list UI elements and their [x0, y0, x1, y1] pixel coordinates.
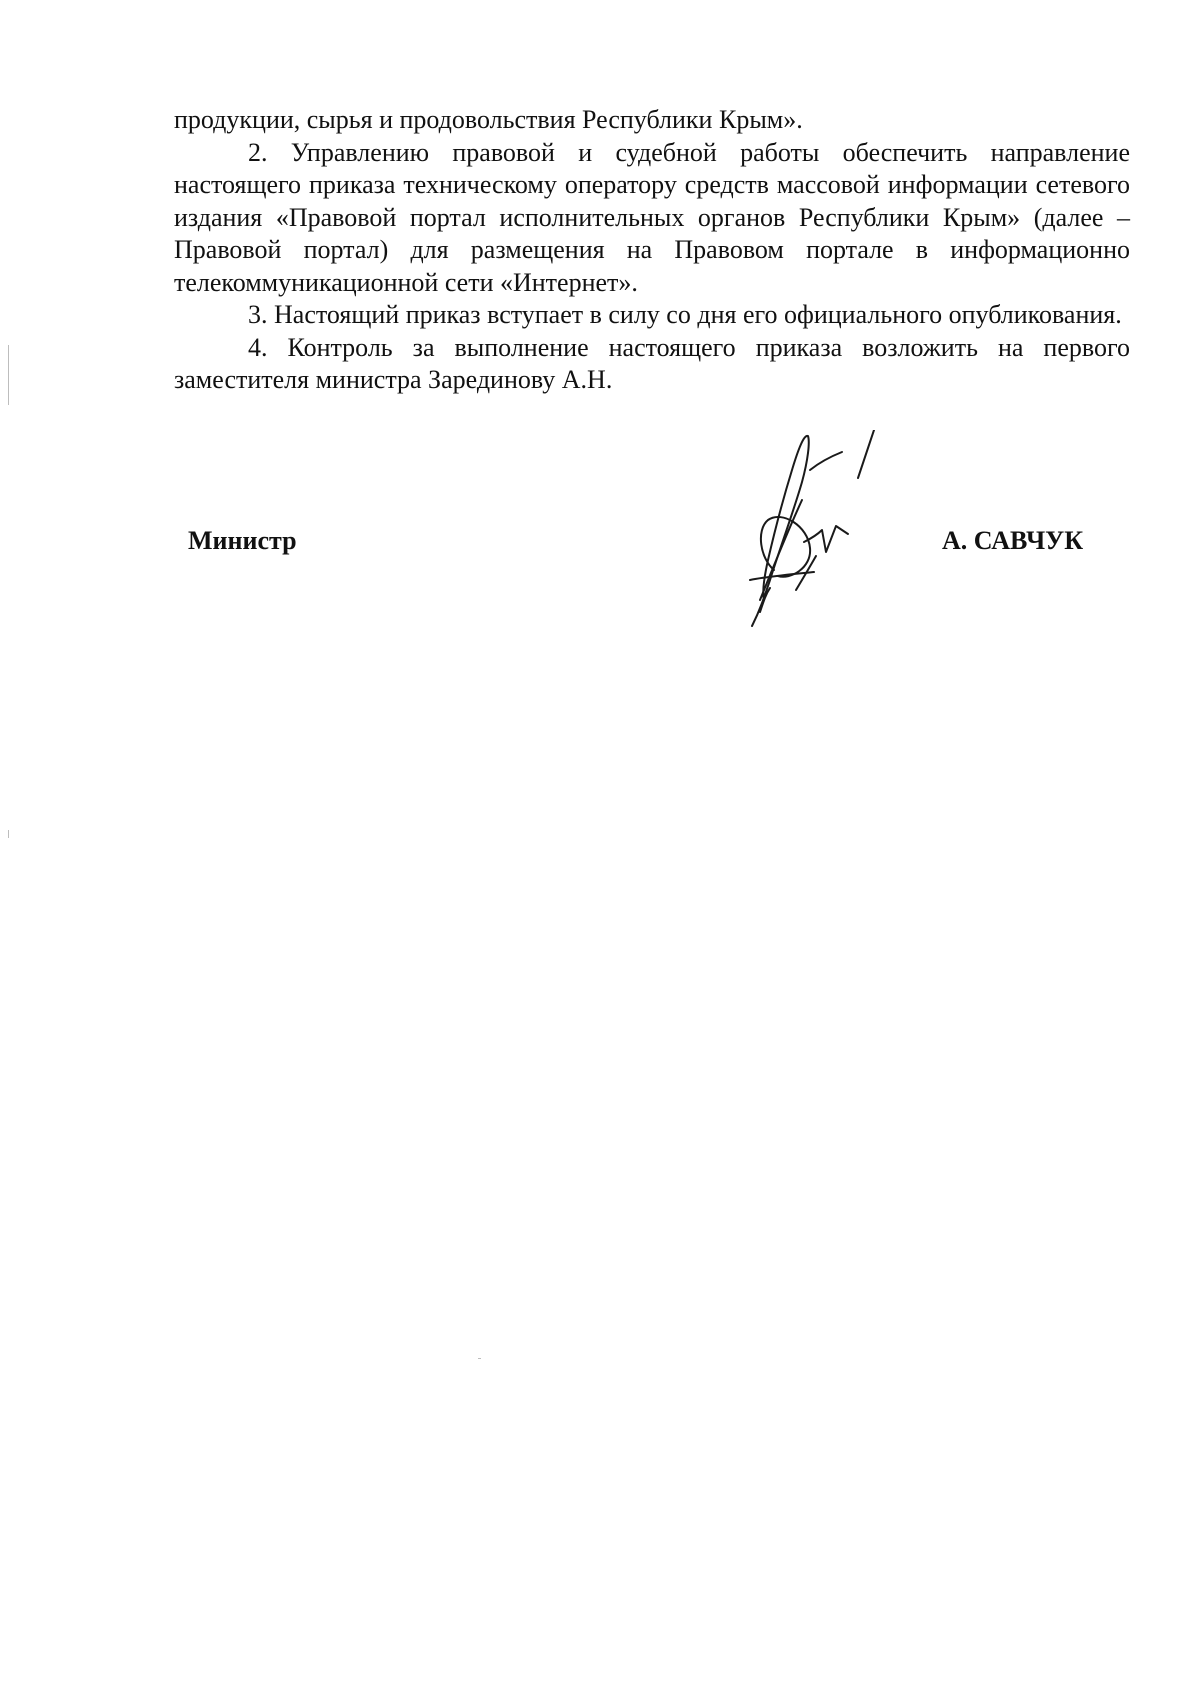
handwritten-signature	[690, 430, 910, 630]
paragraph-item-3: 3. Настоящий приказ вступает в силу со дня его официального опубликования.	[248, 300, 1122, 329]
signature-block	[0, 0, 1200, 700]
paragraph-item-4: 4. Контроль за выполнение настоящего приказа возложить на первого заместителя министра Зарединову А.Н.	[174, 332, 1130, 394]
paragraph-continuation: продукции, сырья и продовольствия Республики Крым».	[174, 105, 803, 134]
signatory-name: А. САВЧУК	[942, 526, 1084, 555]
paragraph-item-2: 2. Управлению правовой и судебной работы обеспечить направление настоящего приказа техническому оператору средств массовой информации сетевого издания «Правовой портал исполнительных органов Республики Крым» (далее – Правовой портал) для размещения на Правовом портале в информационно телекоммуникационной сети «Интернет».	[174, 137, 1130, 297]
scan-artifact	[8, 345, 9, 405]
scan-artifact	[478, 1358, 481, 1359]
signatory-title: Министр	[188, 526, 297, 555]
scan-artifact	[8, 830, 9, 838]
